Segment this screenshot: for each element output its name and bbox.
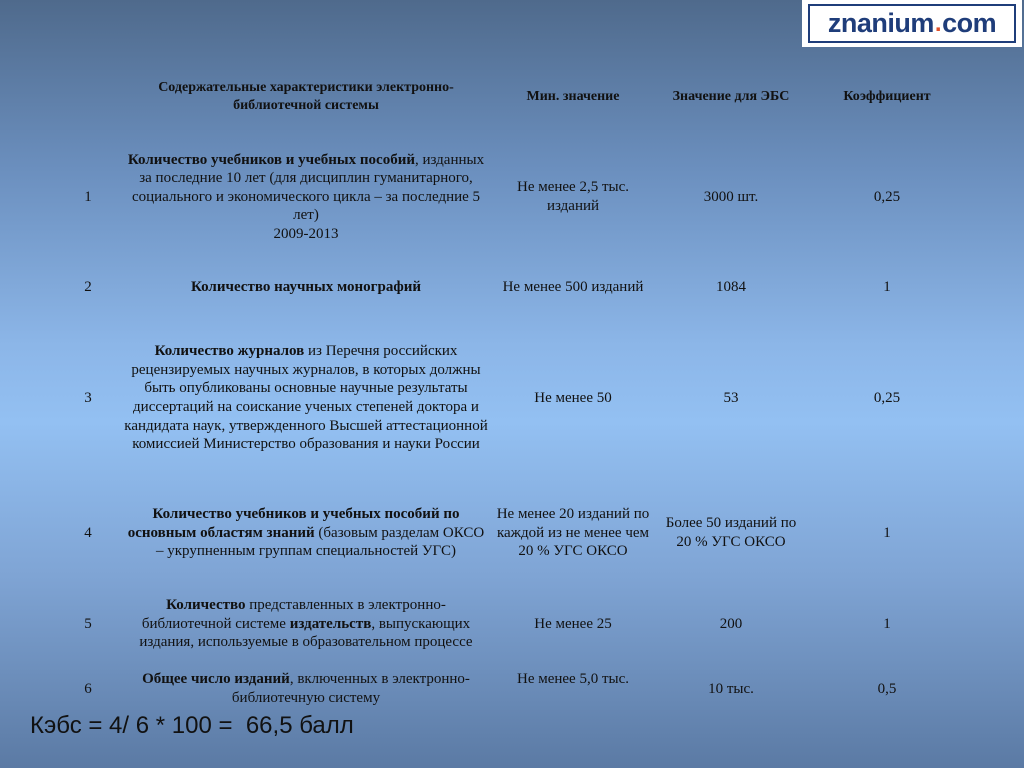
- row-num: 5: [84, 615, 92, 632]
- header-min: Мин. значение: [526, 89, 620, 104]
- row-val: 53: [723, 389, 739, 406]
- row-desc-bold: Количество учебников и учебных пособий по основным областям знаний: [127, 506, 460, 541]
- row-desc-bold: Количество учебников и учебных пособий: [127, 151, 415, 168]
- row-desc-bold: Количество научных монографий: [191, 278, 421, 295]
- row-desc-rest: , включенных в электронно-библиотечную систему: [231, 671, 470, 706]
- logo-dot: .: [934, 9, 942, 37]
- row-desc: [120, 670, 492, 707]
- row-desc-bold: Количество журналов: [154, 343, 305, 360]
- table-row: [56, 308, 966, 488]
- row-val: 200: [719, 615, 743, 632]
- row-min: Не менее 20 изданий по каждой из не менее чем 20 % УГС ОКСО: [496, 506, 650, 560]
- row-val: Более 50 изданий по 20 % УГС ОКСО: [665, 515, 797, 550]
- row-desc-rest: (базовым разделам ОКСО – укрупненным группам специальностей УГС): [156, 524, 485, 560]
- logo-part2: com: [942, 8, 997, 38]
- row-min: Не менее 2,5 тыс. изданий: [516, 179, 630, 214]
- row-coef: 0,5: [877, 681, 897, 697]
- score-formula: Кэбс = 4/ 6 * 100 = 66,5 балл: [30, 712, 354, 739]
- row-min: Не менее 25: [534, 615, 612, 632]
- row-num: 1: [84, 188, 92, 205]
- row-desc: [120, 151, 492, 244]
- table-row: [56, 488, 966, 578]
- row-desc: [120, 342, 492, 454]
- row-desc: [120, 278, 492, 297]
- row-desc-rest: из Перечня российских рецензируемых научных журналов, в которых должны быть опубликованы основные научные результаты диссертаций на соискание ученых степеней доктора и кандидата наук, утвержденного Высшей аттестационной комиссией Министерство образования и науки России: [124, 343, 488, 453]
- row-coef: 1: [883, 524, 891, 541]
- row-coef: 0,25: [873, 188, 901, 205]
- row-min: Не менее 5,0 тыс.: [516, 671, 630, 687]
- row-desc-mid: представленных в электронно-библиотечной системе: [141, 597, 446, 632]
- row-num: 3: [84, 389, 92, 406]
- row-desc-extra: 2009-2013: [273, 225, 339, 242]
- header-desc: Содержательные характеристики электронно-библиотечной системы: [158, 80, 454, 113]
- row-num: 2: [84, 278, 92, 295]
- row-coef: 0,25: [873, 389, 901, 406]
- row-val: 1084: [716, 278, 746, 295]
- row-num: 4: [84, 524, 92, 541]
- header-val: Значение для ЭБС: [672, 89, 790, 104]
- row-min: Не менее 500 изданий: [502, 278, 644, 295]
- header-coef: Коэффициент: [843, 89, 931, 104]
- row-coef: 1: [883, 278, 891, 295]
- row-min: Не менее 50: [534, 389, 612, 406]
- table-header-row: [56, 68, 966, 126]
- table-row: [56, 266, 966, 308]
- row-num: 6: [84, 681, 92, 697]
- ebs-criteria-table: [56, 68, 966, 726]
- row-coef: 1: [883, 615, 891, 632]
- table-row: [56, 578, 966, 670]
- logo-part1: znanium: [827, 8, 934, 38]
- row-desc-bold: Количество: [166, 597, 246, 614]
- table-row: [56, 126, 966, 266]
- row-desc-rest: , изданных за последние 10 лет (для дисциплин гуманитарного, социального и экономического цикла – за последние 5 лет): [131, 151, 485, 224]
- row-desc: [120, 596, 492, 652]
- row-val: 3000 шт.: [703, 188, 759, 205]
- logo-wordmark: [808, 4, 1016, 43]
- row-desc-bold2: издательств: [289, 615, 372, 632]
- row-desc: [120, 505, 492, 561]
- row-desc-bold: Общее число изданий: [142, 671, 290, 687]
- row-desc-rest: , выпускающих издания, используемые в образовательном процессе: [139, 615, 473, 651]
- znanium-logo[interactable]: [802, 0, 1022, 47]
- row-val: 10 тыс.: [708, 681, 754, 697]
